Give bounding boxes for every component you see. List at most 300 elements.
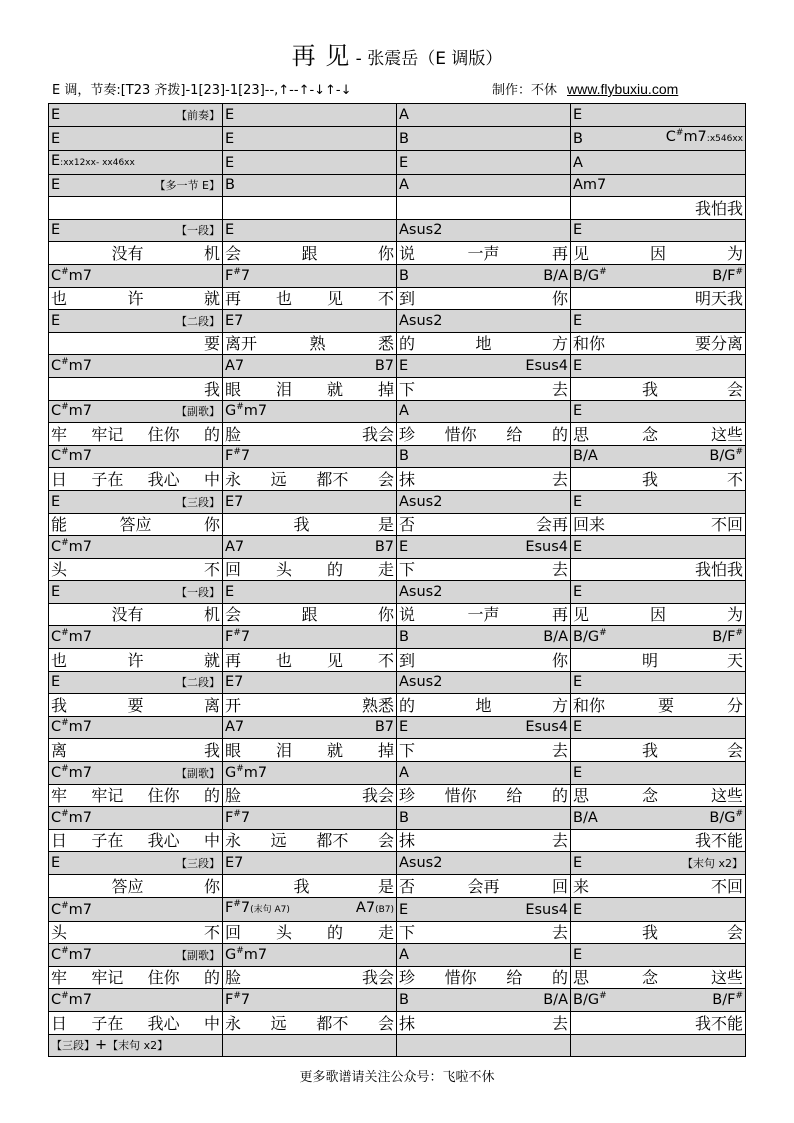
chord-row [49,807,746,830]
lyric-text: 会 [377,831,394,851]
lyric-cell [49,603,223,626]
chord-label: 【三段】+【末句 x2】 [51,1037,169,1054]
chord-label: E [225,583,235,600]
chord-cell [571,174,746,197]
chord-cell [223,104,397,127]
chord-cell [49,174,223,197]
chord-cell [397,445,571,468]
chord-label: 【副歌】 [176,405,220,419]
chord-cell [571,762,746,785]
lyric-text: 惜你 [444,424,477,444]
lyric-text: 的 [203,424,220,444]
lyric-text: 要 [203,334,220,354]
lyric-text: 不 [726,469,743,489]
chord-label: Esus4 [525,357,568,374]
lyric-text: 去 [551,1013,568,1033]
lyric-cell [397,377,571,400]
lyric-text: 要分离 [694,334,743,354]
chord-cell [397,150,571,174]
lyric-text: 牢记 [91,786,124,806]
lyric-cell [571,513,746,536]
lyric-text: 到 [399,650,416,670]
lyric-text: 不 [203,923,220,943]
lyric-cell [49,739,223,762]
lyric-text: 见 [573,243,590,263]
chord-cell [571,581,746,604]
lyric-cell [49,966,223,989]
chord-label: C#m7 [51,991,93,1008]
lyric-row [49,966,746,989]
lyric-text: 永 [225,831,242,851]
lyric-text: 给 [506,424,523,444]
chord-label: B/A [543,267,568,284]
chord-label: B7 [374,538,394,555]
chord-label: E [573,764,583,781]
footer-note: 更多歌谱请关注公众号：飞啦不休 [299,1070,495,1085]
chord-row [49,897,746,921]
chord-cell [571,944,746,967]
lyric-text: 机 [203,605,220,625]
chord-cell [223,581,397,604]
lyric-text: 我心 [147,831,180,851]
chord-label: A [399,403,409,420]
lyric-text: 我 [641,741,658,761]
lyric-text: 去 [551,831,568,851]
lyric-text: 再 [225,650,242,670]
chord-label: B/G# [573,266,607,284]
lyric-text: 永 [225,469,242,489]
chord-label: B/F# [712,628,743,646]
lyric-text: 地 [475,334,492,354]
lyric-text: 分 [726,695,743,715]
chord-label: Esus4 [525,901,568,918]
lyric-text: 头 [51,560,68,580]
chord-cell [223,716,397,739]
lyric-cell [571,966,746,989]
chord-label: E [51,222,61,239]
lyric-text: 我 [641,379,658,399]
chord-cell [223,762,397,785]
lyric-text: 因 [649,605,666,625]
lyric-text: 都不 [316,469,349,489]
lyric-cell [397,287,571,310]
chord-label: C#m7 [51,266,93,284]
lyric-text: 的 [551,786,568,806]
lyric-text: 脸 [225,968,242,988]
chord-cell [223,1034,397,1057]
lyric-text: 是 [377,515,394,535]
chord-label: 【二段】 [176,314,220,328]
song-title [0,36,794,71]
lyric-text: 就 [326,741,343,761]
chord-label: F#7 [225,991,251,1008]
chord-row [49,104,746,127]
lyric-text: 掉 [377,741,394,761]
lyric-text: 因 [649,243,666,263]
lyric-cell [223,513,397,536]
chord-label: E7 [225,493,244,510]
lyric-text: 跟 [301,243,318,263]
chord-label: Esus4 [525,719,568,736]
lyric-row [49,784,746,807]
chord-label: C#m7 [51,628,93,646]
lyric-text: 没有 [111,605,144,625]
lyric-text: 这些 [710,968,743,988]
lyric-text: 也 [51,650,68,670]
chord-label: B/G# [573,628,607,646]
lyric-text: 远 [270,469,287,489]
lyric-text: 下 [399,560,416,580]
lyric-text: 说 [399,605,416,625]
chord-row [49,944,746,967]
chord-label: E [399,357,409,374]
lyric-text: 的 [326,560,343,580]
chord-sheet [48,103,746,1057]
chord-cell [571,807,746,830]
lyric-text: 回 [225,560,242,580]
lyric-text: 熟悉 [361,695,394,715]
chord-label: E7 [225,674,244,691]
chord-label: 【一段】 [176,224,220,238]
chord-cell [571,490,746,513]
lyric-text: 头 [275,923,292,943]
lyric-text: 再 [551,605,568,625]
chord-row [49,490,746,513]
chord-label: A [399,946,409,963]
lyric-text: 地 [475,695,492,715]
chord-label: E [573,312,583,329]
lyric-row [49,603,746,626]
lyric-text: 牢记 [91,968,124,988]
chord-cell [223,150,397,174]
lyric-text: 跟 [301,605,318,625]
lyric-text: 给 [506,786,523,806]
chord-label: C#m7 [51,945,93,963]
chord-cell [397,174,571,197]
lyric-cell [571,784,746,807]
chord-label: C#m7 [51,900,93,918]
lyric-text: 眼 [225,379,242,399]
chord-cell [397,490,571,513]
chord-label: E [573,674,583,691]
lyric-cell [49,468,223,491]
lyric-cell [571,829,746,852]
chord-label: B [225,177,235,194]
chord-label: E [573,222,583,239]
lyric-text: 这些 [710,424,743,444]
lyric-cell [397,694,571,717]
lyric-text: 会 [225,243,242,263]
chord-label: Esus4 [525,538,568,555]
chord-label: Asus2 [399,222,443,239]
chord-label: Asus2 [399,674,443,691]
lyric-text: 珍 [399,786,416,806]
lyric-text: 一声 [467,605,500,625]
chord-label: 【一段】 [176,585,220,599]
lyric-text: 明 [641,650,658,670]
title-artist: - 张震岳（E 调版） [350,49,503,69]
lyric-text: 日 [51,831,68,851]
lyric-row [49,1011,746,1034]
lyric-cell [397,649,571,672]
chord-label: B [399,809,409,826]
chord-label: E [51,493,61,510]
chord-label: B [399,629,409,646]
lyric-text: 牢 [51,786,68,806]
chord-cell [571,671,746,694]
chord-label: E [51,855,61,871]
chord-cell [397,355,571,378]
lyric-text: 否 [399,515,416,535]
lyric-text: 下 [399,379,416,399]
lyric-text: 头 [275,560,292,580]
lyric-text: 许 [127,650,144,670]
lyric-text: 要 [657,695,674,715]
lyric-text: 脸 [225,424,242,444]
chord-row [49,150,746,174]
lyric-text: 惜你 [444,968,477,988]
chord-label: E [225,222,235,239]
chord-label: E:xx12xx- xx46xx [51,152,135,169]
chord-label: E [573,538,583,555]
lyric-text: 去 [551,923,568,943]
lyric-cell [49,694,223,717]
lyric-text: 中 [203,469,220,489]
chord-cell [397,671,571,694]
chord-row [49,310,746,333]
chord-cell [49,445,223,468]
lyric-text: 都不 [316,831,349,851]
lyric-cell [571,603,746,626]
lyric-text: 回 [551,876,568,896]
chord-cell [49,1034,223,1057]
lyric-cell [571,649,746,672]
chord-cell [223,174,397,197]
chord-label: F#7 [225,266,251,284]
lyric-text: 我不能 [694,1013,743,1033]
lyric-text: 我心 [147,1013,180,1033]
lyric-cell [49,558,223,581]
chord-row [49,1034,746,1057]
chord-label: C#m7 [51,763,93,781]
chord-cell [571,716,746,739]
lyric-text: 给 [506,968,523,988]
chord-label: B [573,130,583,147]
lyric-text: 日 [51,469,68,489]
lyric-cell [223,875,397,898]
chord-cell [571,626,746,649]
lyric-text: 到 [399,289,416,309]
lyric-text: 就 [203,650,220,670]
chord-cell [571,1034,746,1057]
lyric-cell [571,694,746,717]
chord-cell [49,104,223,127]
lyric-cell [397,1011,571,1034]
chord-cell [223,989,397,1012]
chord-label: A [573,154,583,171]
lyric-cell [49,197,223,220]
chord-cell [49,355,223,378]
lyric-text: 走 [377,923,394,943]
chord-cell [49,897,223,921]
lyric-cell [571,242,746,265]
chord-cell [397,762,571,785]
lyric-text: 你 [203,515,220,535]
lyric-text: 的 [399,334,416,354]
lyric-text: 会 [726,741,743,761]
lyric-text: 我 [641,469,658,489]
lyric-text: 离 [203,695,220,715]
lyric-cell [49,332,223,355]
lyric-text: 日 [51,1013,68,1033]
lyric-row [49,921,746,944]
chord-label: E [573,106,583,123]
lyric-text: 会 [726,379,743,399]
chord-cell [571,536,746,559]
chord-cell [571,897,746,921]
chord-row [49,581,746,604]
chord-cell [397,219,571,242]
chord-cell [397,716,571,739]
lyric-text: 我会 [361,786,394,806]
chord-cell [223,400,397,423]
lyric-row [49,739,746,762]
chord-label: C#m7 [51,808,93,826]
lyric-row [49,875,746,898]
lyric-text: 掉 [377,379,394,399]
lyric-text: 和你 [573,695,606,715]
chord-label: 【二段】 [176,676,220,690]
chord-label: Asus2 [399,493,443,510]
lyric-text: 回来 [573,515,606,535]
website-link[interactable]: www.flybuxiu.com [567,81,679,97]
chord-label: E [573,855,583,871]
lyric-cell [49,649,223,672]
chord-row [49,355,746,378]
lyric-cell [223,242,397,265]
chord-label: E [51,674,61,691]
lyric-row [49,558,746,581]
lyric-text: 悉 [377,334,394,354]
chord-label: E [573,403,583,420]
chord-label: B/G# [709,808,743,826]
chord-cell [571,989,746,1012]
lyric-text: 抹 [399,831,416,851]
lyric-text: 思 [573,424,590,444]
lyric-text: 牢 [51,968,68,988]
chord-label: B [399,130,409,147]
lyric-text: 我怕我 [694,560,743,580]
chord-label: A7 [225,538,245,555]
lyric-text: 子在 [91,831,124,851]
lyric-text: 为 [726,243,743,263]
lyric-text: 说 [399,243,416,263]
chord-cell [571,400,746,423]
key-rhythm-info: E 调，节奏:[T23 齐拨]-1[23]-1[23]--,↑--↑-↓↑-↓ [52,83,352,98]
lyric-text: 开 [225,695,242,715]
lyric-text: 见 [573,605,590,625]
chord-cell [397,944,571,967]
lyric-text: 珍 [399,968,416,988]
chord-cell [49,219,223,242]
chord-row [49,400,746,423]
chord-cell [49,852,223,875]
chord-row [49,671,746,694]
chord-row [49,626,746,649]
lyric-text: 许 [127,289,144,309]
chord-label: F#7 [225,447,251,465]
lyric-row [49,513,746,536]
chord-cell [49,671,223,694]
lyric-cell [571,875,746,898]
lyric-cell [397,739,571,762]
lyric-cell [571,921,746,944]
chord-label: A7(B7) [355,899,394,916]
lyric-text: 和你 [573,334,606,354]
lyric-text: 的 [203,786,220,806]
lyric-cell [223,603,397,626]
lyric-cell [571,423,746,446]
chord-row [49,174,746,197]
lyric-text: 就 [326,379,343,399]
lyric-row [49,423,746,446]
chord-cell [49,716,223,739]
lyric-row [49,242,746,265]
lyric-text: 再 [225,289,242,309]
lyric-cell [223,287,397,310]
lyric-cell [49,513,223,536]
lyric-text: 你 [377,605,394,625]
lyric-text: 见 [326,650,343,670]
chord-cell [49,581,223,604]
lyric-row [49,287,746,310]
lyric-text: 会 [377,1013,394,1033]
chord-cell [49,490,223,513]
lyric-text: 我 [293,515,310,535]
chord-label: C#m7 [51,402,93,420]
lyric-cell [223,966,397,989]
lyric-text: 念 [641,968,658,988]
lyric-cell [571,332,746,355]
chord-cell [49,989,223,1012]
chord-label: 【副歌】 [176,766,220,780]
lyric-cell [223,649,397,672]
lyric-text: 见 [326,289,343,309]
lyric-text: 答应 [119,515,152,535]
chord-cell [223,807,397,830]
chord-label: F#7(末句 A7) [225,898,290,916]
chord-cell [223,944,397,967]
lyric-text: 抹 [399,1013,416,1033]
lyric-row [49,332,746,355]
lyric-text: 下 [399,741,416,761]
lyric-row [49,197,746,220]
title-main: 再 见 [291,42,351,70]
lyric-cell [571,377,746,400]
chord-label: A7 [225,357,245,374]
lyric-text: 中 [203,831,220,851]
chord-cell [49,762,223,785]
chord-label: B/A [573,448,598,465]
chord-label: Asus2 [399,583,443,600]
lyric-text: 都不 [316,1013,349,1033]
chord-label: E [399,154,409,171]
chord-cell [397,989,571,1012]
lyric-cell [223,558,397,581]
lyric-text: 方 [551,334,568,354]
lyric-cell [223,197,397,220]
lyric-text: 来 [573,876,590,896]
